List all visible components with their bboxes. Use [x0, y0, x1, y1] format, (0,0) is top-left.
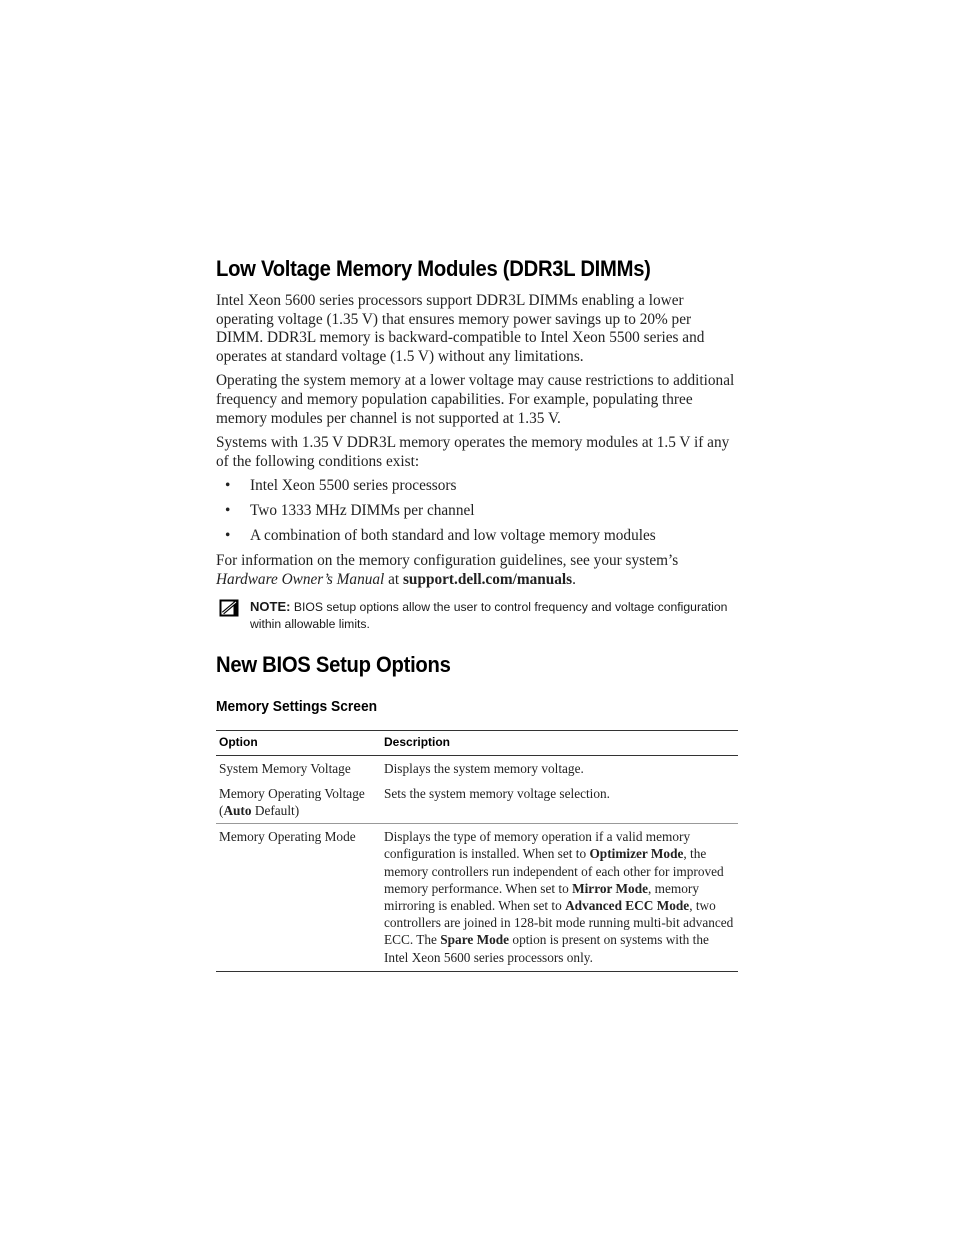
paragraph-ddr3l-intro: Intel Xeon 5600 series processors support DDR3L DIMMs enabling a lower operating voltage (1.35 V) that ensures memory power savings up to 20% per DIMM. DDR3L memory is backward-compatible to Intel Xeon 5500 series and operates at standard voltage (1.5 V) without any limitations. — [216, 292, 705, 365]
column-header-description: Description — [384, 735, 451, 750]
description-cell: Displays the type of memory operation if a valid memory configuration is installed. When set to Optimizer Mode, the memory controllers run independent of each other for improved memory performance. When set to Mirror Mode, memory mirroring is enabled. When set to Advanced ECC Mode, two controllers are joined in 128-bit mode running multi-bit advanced ECC. The Spare Mode option is present on systems with the Intel Xeon 5600 series processors only. — [384, 829, 734, 965]
section-heading-bios: New BIOS Setup Options — [216, 652, 451, 678]
column-header-option: Option — [219, 735, 258, 750]
note-pencil-icon — [219, 599, 239, 617]
paragraph-manual-reference: For information on the memory configuration guidelines, see your system’s Hardware Owner’s Manual at support.dell.com/manuals. — [216, 552, 679, 588]
document-page — [216, 256, 738, 972]
memory-settings-table — [216, 730, 738, 971]
note-text: BIOS setup options allow the user to control frequency and voltage configuration within allowable limits. — [250, 600, 728, 631]
section-heading-ddr3l: Low Voltage Memory Modules (DDR3L DIMMs) — [216, 256, 651, 281]
note-label: NOTE: — [250, 599, 291, 615]
note-box — [216, 599, 738, 632]
subheading-memory-settings: Memory Settings Screen — [216, 698, 378, 716]
paragraph-voltage-restrictions: Operating the system memory at a lower voltage may cause restrictions to additional frequency and memory population capabilities. For example, populating three memory modules per channel is not supported at 1.35 V. — [216, 372, 735, 427]
option-cell: Memory Operating Mode — [219, 829, 356, 845]
description-cell: Sets the system memory voltage selection. — [384, 785, 611, 801]
list-item: • Intel Xeon 5500 series processors — [225, 477, 457, 495]
list-item: • Two 1333 MHz DIMMs per channel — [225, 502, 475, 520]
bullet-icon: • — [225, 477, 231, 495]
conditions-list — [216, 477, 738, 546]
support-link[interactable]: support.dell.com/manuals — [402, 570, 573, 588]
paragraph-conditions: Systems with 1.35 V DDR3L memory operates the memory modules at 1.5 V if any of the following conditions exist: — [216, 434, 730, 470]
option-cell: System Memory Voltage — [219, 761, 351, 777]
manual-title: Hardware Owner’s Manual — [216, 570, 385, 588]
table-row — [216, 756, 738, 781]
description-cell: Displays the system memory voltage. — [384, 761, 584, 777]
table-row — [216, 781, 738, 824]
option-cell: Memory Operating Voltage (Auto Default) — [219, 785, 365, 818]
table-row — [216, 824, 738, 972]
bullet-icon: • — [225, 527, 231, 545]
list-item: • A combination of both standard and low voltage memory modules — [225, 527, 656, 545]
bullet-icon: • — [225, 502, 231, 520]
table-header-row — [216, 731, 738, 756]
